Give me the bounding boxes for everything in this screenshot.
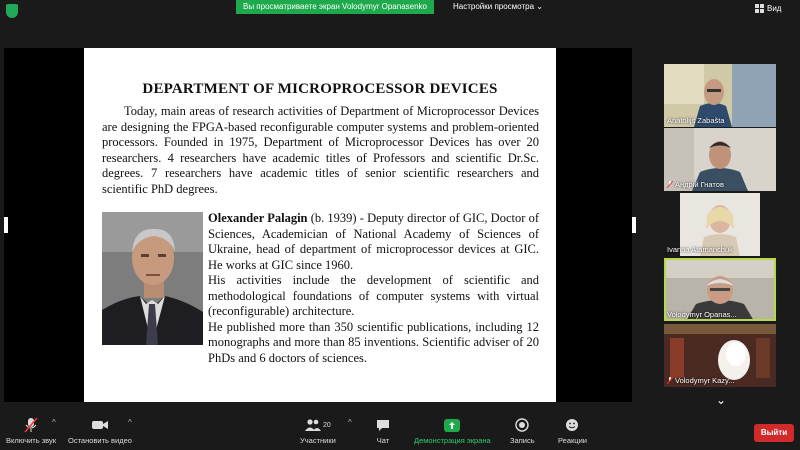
participant-tile-active-speaker[interactable] — [664, 258, 776, 321]
share-banner: Вы просматриваете экран Volodymyr Opanasenko — [236, 0, 434, 14]
share-screen-label: Демонстрация экрана — [414, 436, 491, 445]
reactions-button[interactable] — [558, 416, 587, 445]
participant-name: Volodymyr Kazy... — [675, 376, 735, 385]
portrait-photo — [102, 212, 203, 345]
shared-screen — [4, 48, 632, 402]
participant-name: Anatolijs Zabašta — [667, 116, 725, 125]
video-options-caret[interactable]: ^ — [128, 418, 132, 427]
right-resize-handle[interactable] — [632, 217, 636, 233]
bio-summary: (b. 1939) - Deputy director of GIC, Doctor of Sciences, Academician of National Academy of Sciences of Ukraine, head of department of microprocessor devices at GIC. He works at GIC since 1960. — [208, 211, 539, 272]
unmute-button[interactable] — [6, 416, 56, 445]
bio-publications: He published more than 350 scientific publications, including 12 monographs and more than 85 inventions. Scientific adviser of 20 PhDs and 6 doctors of sciences. — [208, 319, 539, 365]
stop-video-label: Остановить видео — [68, 436, 132, 445]
chevron-down-icon: ⌄ — [536, 2, 543, 11]
share-screen-button[interactable] — [414, 416, 491, 445]
bio-name: Olexander Palagin — [208, 211, 308, 225]
meeting-toolbar — [0, 412, 800, 450]
bio-text — [208, 211, 539, 366]
audio-options-caret[interactable]: ^ — [52, 418, 56, 427]
participants-options-caret[interactable]: ^ — [348, 418, 352, 427]
reactions-label: Реакции — [558, 436, 587, 445]
share-screen-icon — [444, 416, 460, 434]
record-icon — [515, 416, 529, 434]
view-button[interactable] — [755, 4, 781, 13]
video-camera-icon — [92, 416, 108, 434]
participant-tile[interactable] — [664, 128, 776, 191]
chat-bubble-icon — [376, 416, 390, 434]
muted-mic-icon — [667, 377, 673, 384]
participants-label: Участники — [300, 436, 336, 445]
chat-label: Чат — [376, 436, 390, 445]
participants-button[interactable] — [300, 416, 336, 445]
participant-name: Ivanna Atamanchuk — [667, 245, 733, 254]
left-resize-handle[interactable] — [4, 217, 8, 233]
participants-icon — [305, 419, 321, 431]
presentation-slide — [84, 48, 556, 402]
chat-button[interactable] — [376, 416, 390, 445]
chevron-down-icon: ⌄ — [715, 393, 727, 407]
participant-name: Volodymyr Opanas... — [667, 310, 737, 319]
top-bar — [0, 0, 800, 22]
muted-mic-icon — [667, 181, 673, 188]
bio-activities: His activities include the development of scientific and methodological foundations of computer systems with virtual (reconfigurable) architecture. — [208, 273, 539, 318]
stop-video-button[interactable] — [68, 416, 132, 445]
view-button-label: Вид — [767, 4, 782, 13]
participant-tile[interactable] — [664, 193, 776, 256]
participant-tile[interactable] — [664, 324, 776, 387]
record-label: Запись — [510, 436, 535, 445]
gallery-scroll-down-button[interactable] — [700, 390, 742, 412]
view-settings-label: Настройки просмотра — [453, 2, 535, 11]
participant-name-row — [667, 180, 724, 189]
slide-intro-text: Today, main areas of research activities of Department of Microprocessor Devices are designing the FPGA-based reconfigurable computer systems and problem-oriented processors. Founded in 1975, Department of Microprocessor Devices has over 20 researchers. 4 researchers have academic titles of Professors and scientific Dr.Sc. degrees. 7 researchers have academic titles of senior scientific researchers and scientific PhD degrees. — [102, 104, 539, 196]
participants-count: 20 — [323, 421, 331, 429]
security-shield-icon[interactable] — [6, 4, 18, 18]
smiley-icon — [565, 416, 579, 434]
slide-title: DEPARTMENT OF MICROPROCESSOR DEVICES — [142, 81, 498, 97]
leave-meeting-button[interactable]: Выйти — [754, 424, 794, 442]
participant-tile[interactable] — [664, 64, 776, 127]
record-button[interactable] — [510, 416, 535, 445]
view-settings-menu[interactable] — [453, 1, 543, 13]
grid-view-icon — [755, 4, 764, 13]
participants-icon-row — [305, 416, 331, 434]
participant-name-row — [667, 376, 734, 385]
participant-name: Андрій Гнатов — [675, 180, 724, 189]
mic-muted-icon — [24, 416, 38, 434]
unmute-label: Включить звук — [6, 436, 57, 445]
